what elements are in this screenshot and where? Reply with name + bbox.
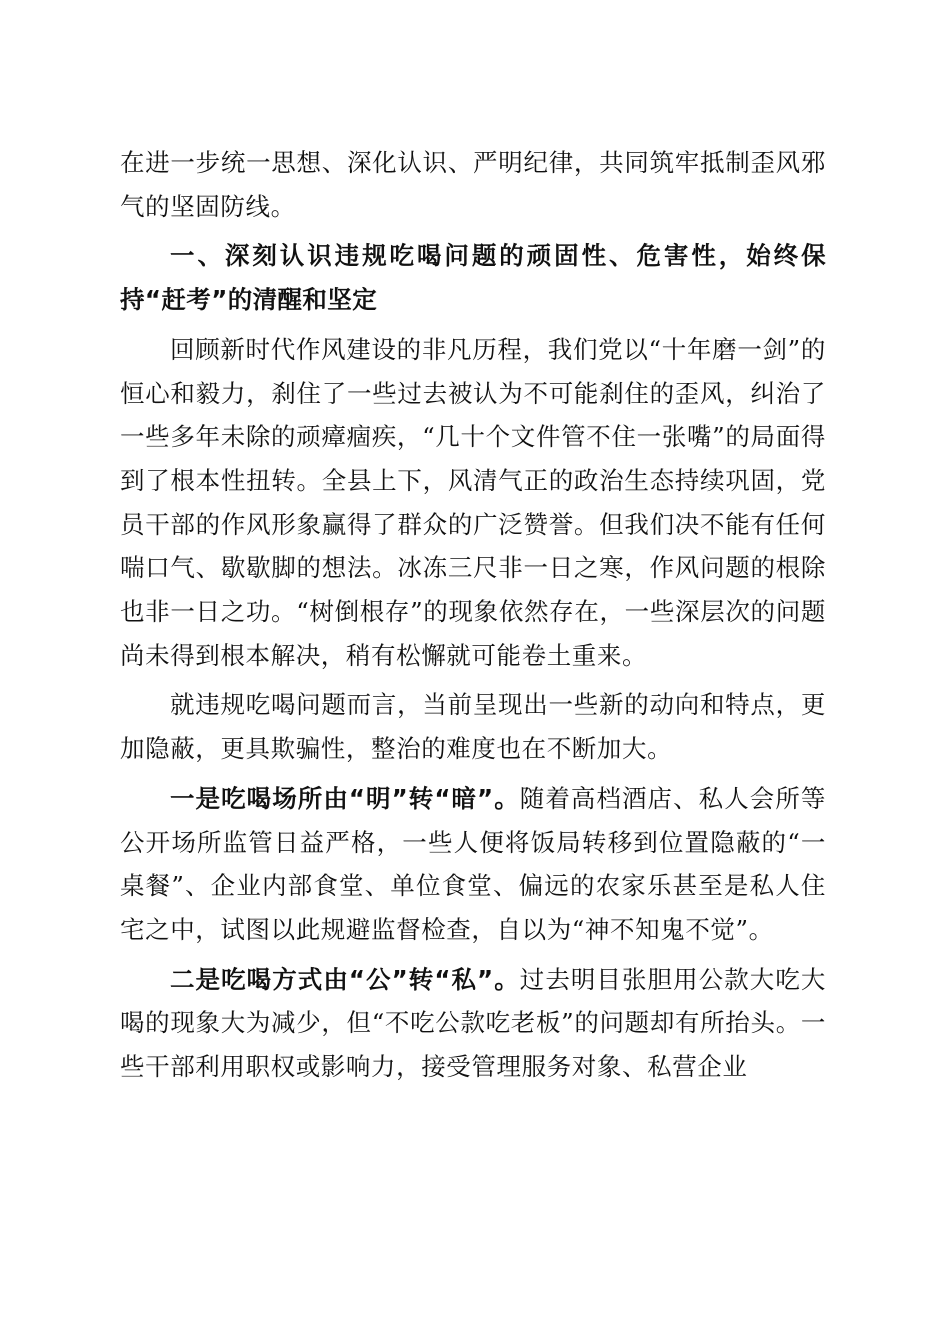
document-page <box>120 141 826 1089</box>
point-two-lead: 二是吃喝方式由“公”转“私”。 <box>170 964 520 994</box>
paragraph-intro: 在进一步统一思想、深化认识、严明纪律，共同筑牢抵制歪风邪气的坚固防线。 <box>120 148 826 221</box>
section-heading-1: 一、深刻认识违规吃喝问题的顽固性、危害性，始终保持“赶考”的清醒和坚定 <box>120 241 826 315</box>
point-two-body: 过去明目张胆用公款大吃大喝的现象大为减少，但“不吃公款吃老板”的问题却有所抬头。一些干部利用职权或影响力，接受管理服务对象、私营企业 <box>120 964 826 1082</box>
paragraph-new-trends: 就违规吃喝问题而言，当前呈现出一些新的动向和特点，更加隐蔽，更具欺骗性，整治的难度也在不断加大。 <box>120 690 826 764</box>
paragraph-point-one <box>120 777 826 952</box>
paragraph-point-two <box>120 958 826 1089</box>
point-one-lead: 一是吃喝场所由“明”转“暗”。 <box>170 783 520 813</box>
paragraph-review: 回顾新时代作风建设的非凡历程，我们党以“十年磨一剑”的恒心和毅力，刹住了一些过去被认为不可能刹住的歪风，纠治了一些多年未除的顽瘴痼疾，“几十个文件管不住一张嘴”的局面得到了根本性扭转。全县上下，风清气正的政治生态持续巩固，党员干部的作风形象赢得了群众的广泛赞誉。但我们决不能有任何喘口气、歇歇脚的想法。冰冻三尺非一日之寒，作风问题的根除也非一日之功。“树倒根存”的现象依然存在，一些深层次的问题尚未得到根本解决，稍有松懈就可能卷土重来。 <box>120 334 826 670</box>
point-one-body: 随着高档酒店、私人会所等公开场所监管日益严格，一些人便将饭局转移到位置隐蔽的“一桌餐”、企业内部食堂、单位食堂、偏远的农家乐甚至是私人住宅之中，试图以此规避监督检查，自以为“神不知鬼不觉”。 <box>120 783 826 944</box>
